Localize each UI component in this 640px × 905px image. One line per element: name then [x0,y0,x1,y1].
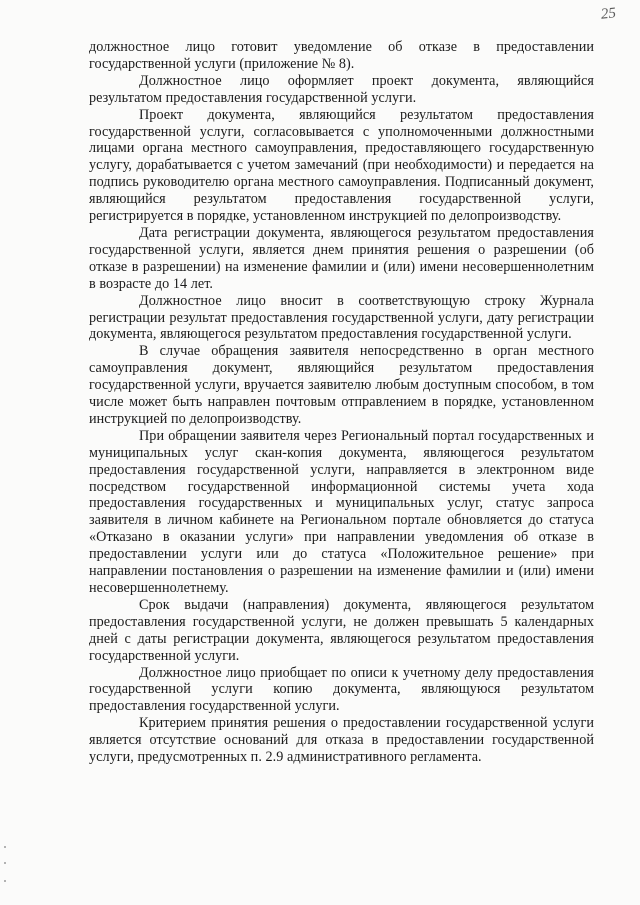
scan-speck [4,880,6,882]
scan-speck [4,862,6,864]
paragraph-draft-preparation: Должностное лицо оформляет проект документа, являющийся результатом предоставления государственной услуги. [89,72,594,106]
paragraph-journal-entry: Должностное лицо вносит в соответствующую строку Журнала регистрации результат предоставления государственной услуги, дату регистрации документа, являющегося результатом предоставления государственной услуги. [89,292,594,343]
paragraph-case-file: Должностное лицо приобщает по описи к учетному делу предоставления государственной услуги копию документа, являющуюся результатом предоставления государственной услуги. [89,664,594,715]
paragraph-draft-approval: Проект документа, являющийся результатом предоставления государственной услуги, согласовывается с уполномоченными должностными лицами органа местного самоуправления, предоставляющего государственную услугу, дорабатывается с учетом замечаний (при необходимости) и передается на подпись руководителю органа местного самоуправления. Подписанный документ, являющийся результатом предоставления государственной услуги, регистрируется в порядке, установленном инструкцией по делопроизводству. [89,106,594,225]
document-body [89,39,594,766]
paragraph-direct-delivery: В случае обращения заявителя непосредственно в орган местного самоуправления документ, являющийся результатом предоставления государственной услуги, вручается заявителю любым доступным способом, в том числе может быть направлен почтовым отправлением в порядке, установленном инструкцией по делопроизводству. [89,343,594,427]
paragraph-delivery-term: Срок выдачи (направления) документа, являющегося результатом предоставления государственной услуги, не должен превышать 5 календарных дней с даты регистрации документа, являющегося результатом предоставления государственной услуги. [89,596,594,664]
paragraph-portal-delivery: При обращении заявителя через Региональный портал государственных и муниципальных услуг скан-копия документа, являющегося результатом предоставления государственной услуги, направляется в электронном виде посредством государственной информационной системы учета хода предоставления государственных и муниципальных услуг, статус запроса заявителя в личном кабинете на Региональном портале обновляется до статуса «Отказано в оказании услуги» при направлении уведомления об отказе в предоставлении услуги или до статуса «Положительное решение» при направлении постановления о разрешении на изменение фамилии и (или) имени несовершеннолетнему. [89,427,594,596]
scan-speck [4,846,6,848]
paragraph-registration-date: Дата регистрации документа, являющегося результатом предоставления государственной услуги, является днем принятия решения о разрешении (об отказе в разрешении) на изменение фамилии и (или) имени несовершеннолетним в возрасте до 14 лет. [89,224,594,292]
page-number: 25 [600,5,617,23]
paragraph-decision-criterion: Критерием принятия решения о предоставлении государственной услуги является отсутствие оснований для отказа в предоставлении государственной услуги, предусмотренных п. 2.9 административного регламента. [89,715,594,766]
paragraph-continuation: должностное лицо готовит уведомление об отказе в предоставлении государственной услуги (приложение № 8). [89,39,594,72]
